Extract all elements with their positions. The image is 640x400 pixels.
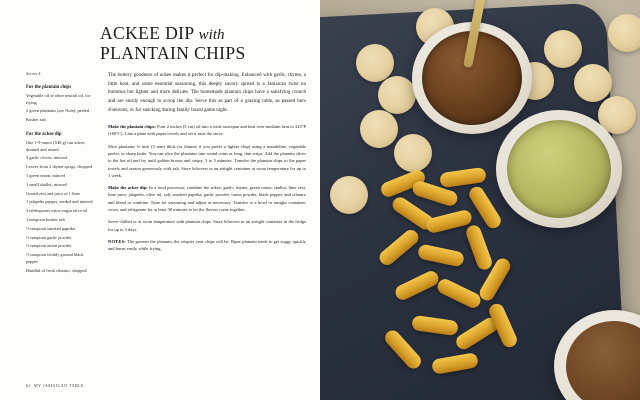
ingredient-item: Handful of fresh cilantro, chopped bbox=[26, 267, 87, 273]
recipe-notes-label: NOTES: bbox=[108, 238, 126, 244]
ingredient-group-ackee-dip bbox=[26, 131, 96, 274]
recipe-photo-page bbox=[320, 0, 640, 400]
ingredient-item: One 1-9-ounce (540 g) can ackee, drained and rinsed bbox=[26, 140, 86, 152]
method-step-lead: Make the plantain chips: bbox=[108, 124, 156, 130]
serves-label: Serves 4 bbox=[26, 71, 41, 77]
method-step-text: Slice plantains ⅛ inch (3 mm) thick (or thinner if you prefer a lighter chip) using a mandoline, vegetable peeler, or sharp knife. You can slice the plantains into round coins or long, thin strips. Add the plantain slices to the hot oil and fry until golden brown and crispy, 3 to 5 minutes. Transfer the plantain chips to the paper towels and season generously with salt. Store leftovers in an airtight container at room temperature for up to 1 week. bbox=[108, 143, 306, 178]
method-step bbox=[108, 218, 306, 233]
method-step-text: Pour 2 inches (5 cm) oil into a wide saucepan and heat over medium heat to 325°F (160°C). Line a plate with paper towels and set it near the stove. bbox=[108, 124, 306, 137]
green-dip-bowl bbox=[496, 110, 622, 228]
ingredient-item: ½ teaspoon smoked paprika bbox=[26, 225, 76, 231]
method-step bbox=[108, 143, 306, 179]
ingredient-item: 1 small shallot, minced bbox=[26, 181, 67, 187]
ingredients-column bbox=[26, 71, 96, 281]
ingredient-item: ½ teaspoon onion powder bbox=[26, 243, 72, 249]
ingredient-item: 2 green plantains (see Note), peeled bbox=[26, 108, 89, 114]
cracker bbox=[394, 134, 432, 172]
ingredient-group-plantain-chips bbox=[26, 84, 96, 124]
ingredient-item: 3 garlic cloves, minced bbox=[26, 155, 67, 161]
method-step bbox=[108, 184, 306, 213]
ingredient-group-heading: For the ackee dip bbox=[26, 131, 62, 137]
food-photograph bbox=[320, 0, 640, 400]
recipe-title bbox=[100, 24, 306, 63]
ingredient-item: 1 teaspoon kosher salt bbox=[26, 217, 65, 222]
page-footer bbox=[26, 383, 84, 388]
ingredient-item: Vegetable oil or other neutral oil, for frying bbox=[26, 93, 91, 105]
cracker bbox=[378, 76, 416, 114]
recipe-notes bbox=[108, 238, 306, 253]
ingredient-item: Grated zest and juice of 1 lime bbox=[26, 190, 80, 196]
green-dip bbox=[507, 120, 611, 218]
ingredient-item: 1 green onion, minced bbox=[26, 173, 66, 179]
ingredient-item: Kosher salt bbox=[26, 117, 46, 123]
method-column bbox=[108, 71, 306, 281]
cracker bbox=[330, 176, 368, 214]
cracker bbox=[608, 14, 640, 52]
recipe-columns bbox=[26, 71, 306, 281]
cracker bbox=[544, 30, 582, 68]
method-step-text: In a food processor, combine the ackee, garlic, thyme, green onion, shallot, lime zest, lime juice, jalapeño, olive oil, salt, smoked paprika, garlic powder, onion powder, black pepper, and cilantro and blend to combine. Taste for seasoning and adjust as necessary. Transfer to a bowl or airtight container, cover, and refrigerate for at least 30 minutes to let the flavors come together. bbox=[108, 185, 306, 212]
method-step bbox=[108, 123, 306, 138]
method-step-text: Serve chilled or at room temperature with plantain chips. Store leftovers in an airtight container in the fridge for up to 3 days. bbox=[108, 219, 306, 232]
ingredient-group-heading: For the plantain chips bbox=[26, 84, 72, 90]
method-step-lead: Make the ackee dip: bbox=[108, 185, 148, 191]
cracker bbox=[360, 110, 398, 148]
cracker bbox=[574, 64, 612, 102]
recipe-notes-text: The greener the plantain, the crispier your chips will be. Riper plantain tends to get soggy quickly and burns easily while frying. bbox=[108, 238, 306, 252]
page-number: 62 bbox=[26, 383, 31, 388]
ingredient-item: 3 tablespoons extra-virgin olive oil bbox=[26, 208, 88, 214]
ingredient-item: Leaves from 2 thyme sprigs, chopped bbox=[26, 164, 93, 170]
book-title: MY JAMAICAN TABLE bbox=[34, 383, 85, 388]
recipe-title-line-1 bbox=[100, 24, 306, 44]
ingredient-item: ½ teaspoon garlic powder bbox=[26, 234, 72, 240]
ingredient-item: ½ teaspoon freshly ground black pepper bbox=[26, 252, 84, 264]
recipe-title-main: ACKEE DIP bbox=[100, 23, 194, 43]
recipe-title-line-2: PLANTAIN CHIPS bbox=[100, 42, 246, 63]
ingredient-item: 1 jalapeño pepper, seeded and minced bbox=[26, 199, 93, 205]
recipe-title-with: with bbox=[198, 27, 225, 43]
secondary-dip bbox=[566, 321, 640, 400]
recipe-headnote: The buttery goodness of ackee makes it perfect for dip-making. Enhanced with garlic, thyme, a little heat, and some essential seasoning, this deeply savory spread is a Jamaican twist on hummus but lighter and more delicate. The homemade plantain chips have a satisfying crunch and are sturdy enough to scoop the dip. Serve this as part of a grazing table, as passed hors d'oeuvres, or for snacking during family board game night. bbox=[108, 72, 306, 113]
cracker bbox=[356, 44, 394, 82]
